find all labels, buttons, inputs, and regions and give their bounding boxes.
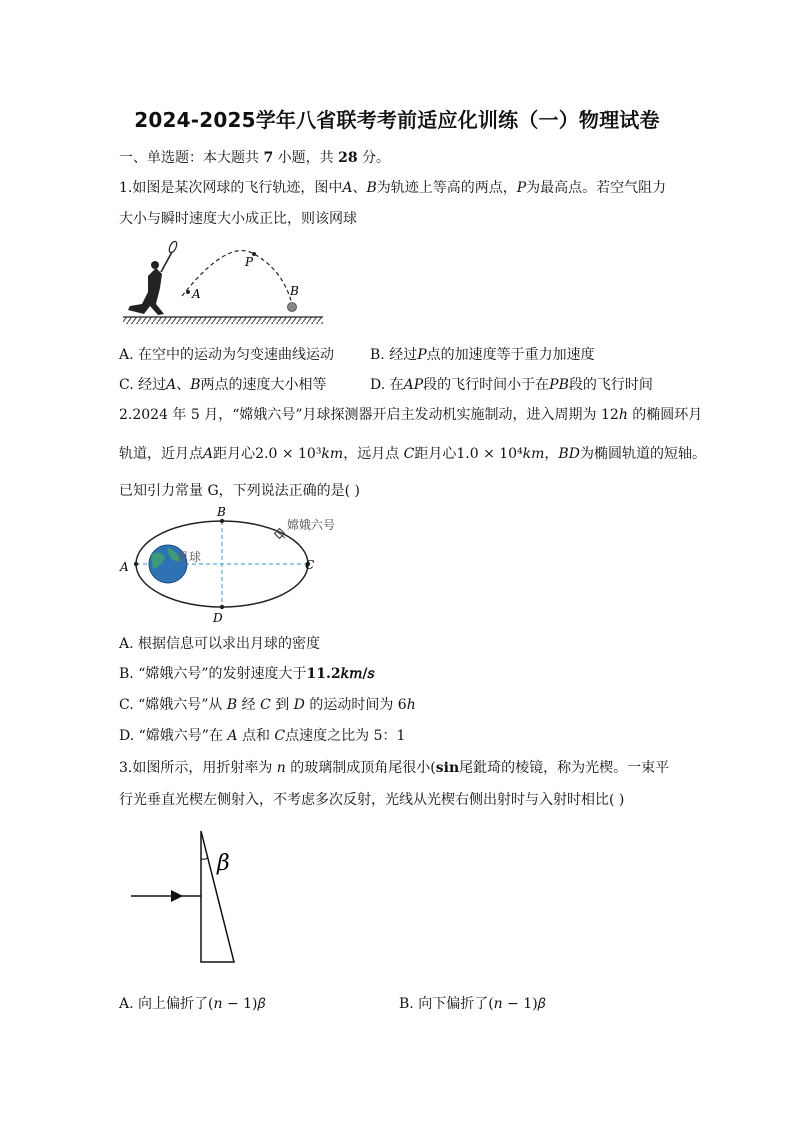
label-moon: 月球 (177, 550, 202, 564)
q2-option-c: C. “嫦娥六号”从 𝐵 经 𝐶 到 𝐷 的运动时间为 6ℎ (119, 697, 416, 713)
q1-figure (118, 238, 328, 330)
q2-figure (115, 503, 355, 627)
label-b: B (217, 505, 226, 519)
label-a: A (120, 560, 129, 574)
q3-stem-line1-b: 尾鈚琦的棱镜，称为光楔。一束平 (459, 760, 670, 776)
q1-option-d: D. 在𝐴𝑃段的飞行时间小于在𝑃𝐵段的飞行时间 (370, 377, 653, 393)
player-silhouette (128, 240, 178, 315)
q2-stem-line1: 2.2024 年 5 月，“嫦娥六号”月球探测器开启主发动机实施制动，进入周期为 12ℎ 的椭圆环月 (119, 407, 703, 423)
point-d (220, 605, 224, 609)
q2-option-b-text: B. “嫦娥六号”的发射速度大于 (119, 666, 307, 682)
q2-option-b-value: 11.2𝑘𝑚/𝑠 (306, 666, 375, 682)
q1-option-b: B. 经过𝑃点的加速度等于重力加速度 (370, 347, 595, 363)
section-suffix: 分。 (357, 150, 391, 166)
label-c: C (305, 558, 315, 572)
q3-stem-line1-sin: sin (435, 760, 460, 776)
q1-stem-line2: 大小与瞬时速度大小成正比，则该网球 (119, 211, 357, 227)
section-prefix: 一、单选题：本大题共 (119, 150, 264, 166)
label-d: D (213, 611, 223, 625)
q2-option-d: D. “嫦娥六号”在 𝐴 点和 𝐶点速度之比为 5：1 (119, 728, 406, 744)
q1-option-c: C. 经过𝐴、𝐵两点的速度大小相等 (119, 377, 327, 393)
ground-hatch (123, 317, 323, 324)
q2-option-b (119, 663, 375, 683)
point-a (186, 290, 190, 294)
label-probe: 嫦娥六号 (287, 518, 336, 532)
label-b: B (290, 284, 299, 298)
point-a (134, 562, 138, 566)
q3-option-a: A. 向上偏折了(𝑛 − 1)𝛽 (119, 996, 266, 1012)
q3-stem-line1-a: 3.如图所示，用折射率为 𝑛 的玻璃制成顶角尾很小( (119, 760, 436, 776)
q3-figure (125, 826, 255, 966)
label-a: A (192, 287, 201, 301)
q2-stem-line3: 已知引力常量 G，下列说法正确的是( ) (119, 483, 361, 499)
q1-stem-line1: 1.如图是某次网球的飞行轨迹，图中𝐴、𝐵为轨迹上等高的两点，𝑃为最高点。若空气阻力 (119, 180, 667, 196)
label-p: P (245, 255, 254, 269)
q2-option-a: A. 根据信息可以求出月球的密度 (119, 636, 321, 652)
q2-stem-line2: 轨道，近月点𝐴距月心2.0 × 10³𝑘𝑚，远月点 𝐶距月心1.0 × 10⁴𝑘𝑚，𝐵𝐷为椭圆轨道的短轴。 (119, 446, 706, 462)
section-mid: 小题，共 (273, 150, 339, 166)
page-title: 2024-2025学年八省联考考前适应化训练（一）物理试卷 (134, 108, 660, 132)
q3-stem-line1 (119, 757, 669, 777)
tennis-ball (288, 303, 297, 312)
ray-arrow (171, 890, 183, 902)
section-count: 7 (263, 150, 274, 166)
label-beta: β (217, 851, 230, 876)
q1-option-a: A. 在空中的运动为匀变速曲线运动 (119, 347, 335, 363)
point-b (220, 519, 224, 523)
section-score: 28 (338, 150, 358, 166)
section-header (119, 147, 390, 167)
q3-stem-line2: 行光垂直光楔左侧射入，不考虑多次反射，光线从光楔右侧出射时与入射时相比( ) (119, 792, 625, 808)
q3-option-b: B. 向下偏折了(𝑛 − 1)𝛽 (399, 996, 546, 1012)
